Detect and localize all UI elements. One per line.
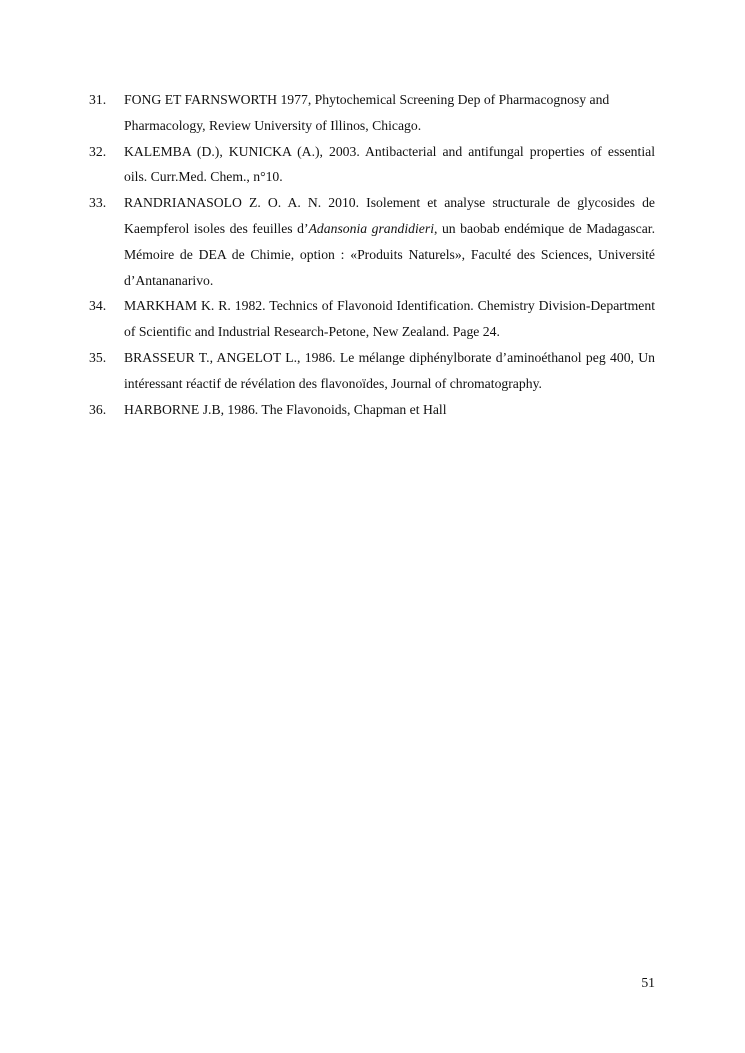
reference-number: 36.: [89, 401, 107, 417]
reference-text: BRASSEUR T., ANGELOT L., 1986. Le mélange diphénylborate d’aminoéthanol peg 400, Un intéressant réactif de révélation des flavonoïdes, Journal of chromatography.: [124, 349, 655, 391]
reference-number: 31.: [89, 92, 107, 107]
reference-number: 33.: [89, 195, 107, 211]
reference-number: 35.: [89, 349, 107, 365]
reference-number: 32.: [89, 143, 107, 159]
reference-text: KALEMBA (D.), KUNICKA (A.), 2003. Antibacterial and antifungal properties of essential oils. Curr.Med. Chem., n°10.: [124, 143, 655, 185]
reference-item: [89, 397, 655, 423]
reference-number: 34.: [89, 298, 107, 314]
reference-text: HARBORNE J.B, 1986. The Flavonoids, Chapman et Hall: [124, 401, 447, 417]
reference-text: [124, 190, 655, 293]
reference-text-start: RANDRIANASOLO Z. O. A. N. 2010. Isolement et analyse structurale de glycosides de Kaempferol isoles des feuilles d’: [124, 195, 655, 236]
reference-item: [89, 87, 655, 139]
reference-list: [89, 87, 655, 422]
reference-text: MARKHAM K. R. 1982. Technics of Flavonoid Identification. Chemistry Division-Department of Scientific and Industrial Research-Petone, New Zealand. Page 24.: [124, 298, 655, 340]
reference-item: [89, 139, 655, 191]
reference-text-end: , un baobab endémique de Madagascar. Mémoire de DEA de Chimie, option : «Produits Naturels», Faculté des Sciences, Université d’Antananarivo.: [124, 220, 655, 288]
page-number: 51: [641, 975, 655, 990]
reference-text: FONG ET FARNSWORTH 1977, Phytochemical Screening Dep of Pharmacognosy and Pharmacology, Review University of Illinos, Chicago.: [124, 92, 610, 133]
reference-item: [89, 190, 655, 293]
reference-item: [89, 293, 655, 345]
species-name: Adansonia grandidieri: [308, 220, 434, 236]
reference-item: [89, 345, 655, 397]
